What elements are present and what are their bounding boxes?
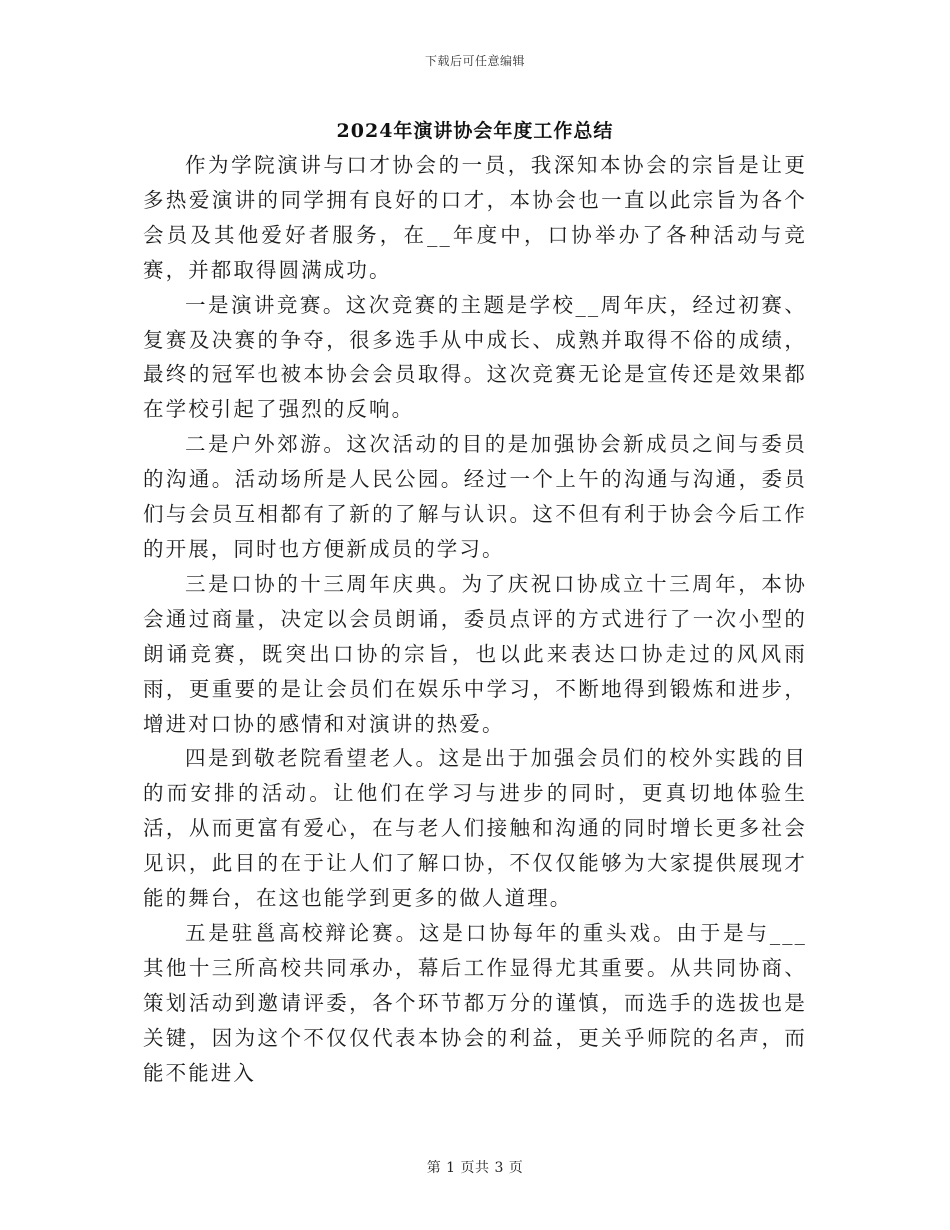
paragraph-outing: 二是户外郊游。这次活动的目的是加强协会新成员之间与委员的沟通。活动场所是人民公园。经过一个上午的沟通与沟通，委员们与会员互相都有了新的了解与认识。这不但有利于协会今后工作的开展，同时也方便新成员的学习。 bbox=[143, 432, 807, 561]
page-header: 下载后可任意编辑 bbox=[424, 54, 525, 68]
paragraph-speech-contest: 一是演讲竞赛。这次竞赛的主题是学校__周年庆，经过初赛、复赛及决赛的争夺，很多选手从中成长、成熟并取得不俗的成绩，最终的冠军也被本协会会员取得。这次竞赛无论是宣传还是效果都在学校引起了强烈的反响。 bbox=[143, 292, 807, 422]
paragraph-intro: 作为学院演讲与口才协会的一员，我深知本协会的宗旨是让更多热爱演讲的同学拥有良好的口才，本协会也一直以此宗旨为各个会员及其他爱好者服务，在__年度中，口协举办了各种活动与竞赛，并都取得圆满成功。 bbox=[143, 153, 807, 282]
paragraph-debate: 五是驻邕高校辩论赛。这是口协每年的重头戏。由于是与___其他十三所高校共同承办，幕后工作显得尤其重要。从共同协商、策划活动到邀请评委，各个环节都万分的谨慎，而选手的选拔也是关键，因为这个不仅仅代表本协会的利益，更关乎师院的名声，而能不能进入 bbox=[143, 920, 807, 1085]
paragraph-anniversary: 三是口协的十三周年庆典。为了庆祝口协成立十三周年，本协会通过商量，决定以会员朗诵，委员点评的方式进行了一次小型的朗诵竞赛，既突出口协的宗旨，也以此来表达口协走过的风风雨雨，更重要的是让会员们在娱乐中学习，不断地得到锻炼和进步，增进对口协的感情和对演讲的热爱。 bbox=[143, 571, 807, 736]
page-number-footer: 第 1 页共 3 页 bbox=[426, 1160, 524, 1176]
document-title: 2024年演讲协会年度工作总结 bbox=[336, 120, 614, 142]
paragraph-nursing-home: 四是到敬老院看望老人。这是出于加强会员们的校外实践的目的而安排的活动。让他们在学习与进步的同时，更真切地体验生活，从而更富有爱心，在与老人们接触和沟通的同时增长更多社会见识，此目的在于让人们了解口协，不仅仅能够为大家提供展现才能的舞台，在这也能学到更多的做人道理。 bbox=[143, 746, 807, 911]
document-body bbox=[143, 148, 807, 1090]
